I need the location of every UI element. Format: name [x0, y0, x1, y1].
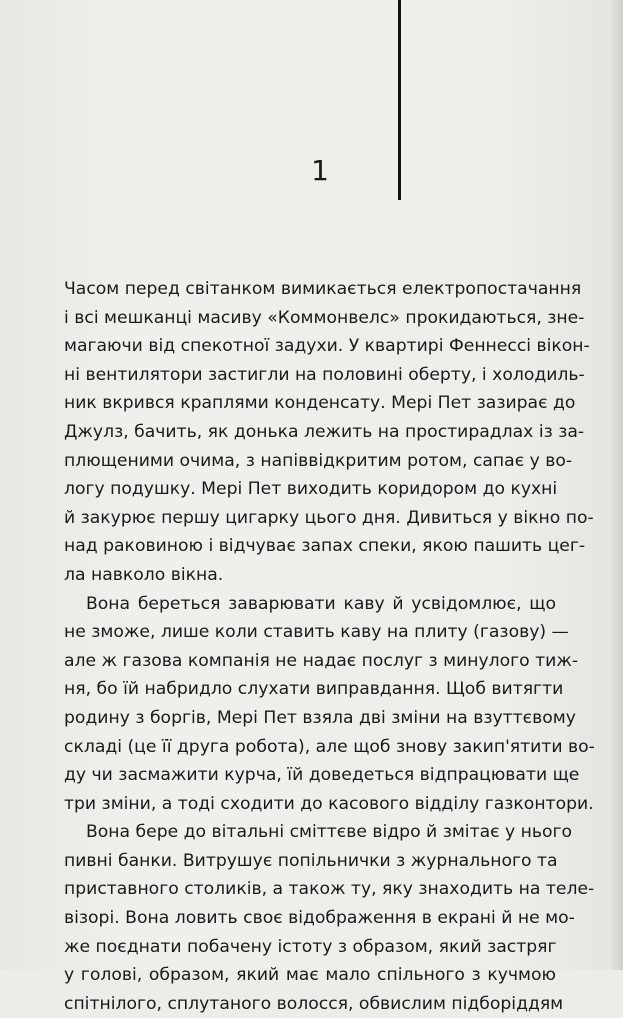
- text-line: ду чи засмажити курча, їй доведеться відпрацювати ще: [64, 765, 580, 786]
- paragraph-1: [64, 275, 594, 590]
- text-line: приставного столиків, а також ту, яку знаходить на теле-: [64, 879, 595, 900]
- text-line: над раковиною і відчуває запах спеки, якою пашить цег-: [64, 536, 586, 557]
- text-line: магаючи від спекотної задухи. У квартирі Феннессі вікон-: [64, 336, 590, 357]
- text-line: складі (це її друга робота), але щоб знову закип'ятити во-: [64, 736, 595, 757]
- text-line: ла навколо вікна.: [64, 564, 224, 585]
- text-line: логу подушку. Мері Пет виходить коридором до кухні: [64, 479, 558, 500]
- text-line: Вона береться заварювати каву й усвідомлює, що: [86, 593, 556, 614]
- text-line: візорі. Вона ловить своє відображення в екрані й не мо-: [64, 908, 575, 929]
- text-line: не зможе, лише коли ставить каву на плиту (газову) —: [64, 622, 569, 643]
- text-line: Джулз, бачить, як донька лежить на простирадлах із за-: [64, 421, 585, 442]
- text-line: три зміни, а тоді сходити до касового відділу газконтори.: [64, 793, 594, 814]
- text-line: плющеними очима, з напіввідкритим ротом, сапає у во-: [64, 450, 573, 471]
- text-line: же поєднати побачену істоту з образом, який застряг: [64, 936, 557, 957]
- text-line: пивні банки. Витрушує попільнички з журнального та: [64, 850, 558, 871]
- text-line: ня, бо їй набридло слухати виправдання. Щоб витягти: [64, 679, 564, 700]
- text-line: і всі мешканці масиву «Коммонвелс» прокидаються, зне-: [64, 307, 585, 328]
- text-line: у голові, образом, який має мало спільного з кучмою: [64, 965, 556, 986]
- text-line: ні вентилятори застигли на половині оберту, і холодиль-: [64, 364, 585, 385]
- text-line: але ж газова компанія не надає послуг з минулого тиж-: [64, 650, 579, 671]
- text-line: спітнілого, сплутаного волосся, обвислим підборіддям: [64, 993, 564, 1014]
- paragraph-3: [64, 818, 595, 1018]
- chapter-marker-bar: [398, 0, 401, 200]
- page-edge-shadow: [609, 0, 623, 970]
- text-line: Часом перед світанком вимикається електропостачання: [64, 279, 582, 299]
- chapter-number: 1: [311, 154, 329, 187]
- text-line: й закурює першу цигарку цього дня. Дивиться у вікно по-: [64, 507, 594, 528]
- text-line: Вона бере до вітальні сміттєве відро й змітає у нього: [86, 822, 573, 843]
- text-line: родину з боргів, Мері Пет взяла дві зміни на взуттєвому: [64, 707, 576, 728]
- paragraph-2: [64, 590, 595, 819]
- body-text: [64, 275, 595, 1018]
- text-line: ник вкрився краплями конденсату. Мері Пет зазирає до: [64, 393, 576, 414]
